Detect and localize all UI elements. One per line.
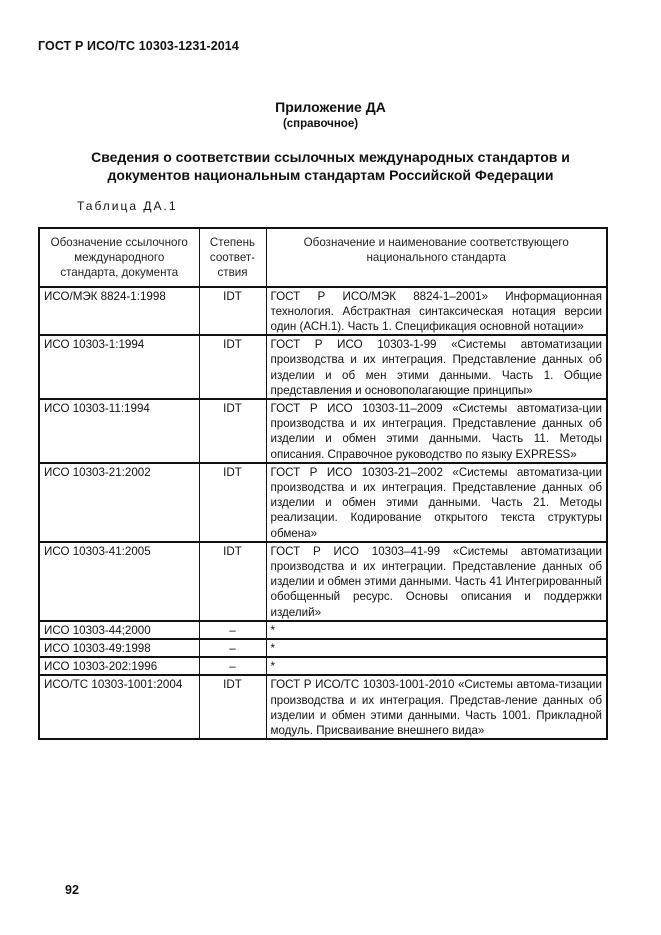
national-standard-cell: * [266,657,607,675]
section-title-line-1: Сведения о соответствии ссылочных международных стандартов и [91,149,570,165]
document-code-header: ГОСТ Р ИСО/ТС 10303-1231-2014 [38,39,239,53]
reference-cell: ИСО/ТС 10303-1001:2004 [39,675,199,739]
reference-cell: ИСО 10303-11:1994 [39,399,199,463]
column-header-national-standard: Обозначение и наименование соответствующего национального стандарта [266,228,607,287]
table-row [39,399,607,463]
table-row [39,542,607,621]
degree-cell: IDT [199,675,266,739]
reference-cell: ИСО 10303-1:1994 [39,335,199,399]
page-number: 92 [65,883,79,897]
degree-cell: IDT [199,399,266,463]
table-header-row [39,228,607,287]
degree-cell: IDT [199,335,266,399]
national-standard-cell: ГОСТ Р ИСО 10303-21–2002 «Системы автоматиза-ции производства и их интеграция. Представление данных об изделии и обмен этими данными. Часть 21. Методы реализации. Кодирование открытого текста структуры обмена» [266,463,607,542]
table-caption: Таблица ДА.1 [77,199,178,213]
table-row [39,335,607,399]
column-header-degree: Степень соответ-ствия [199,228,266,287]
table-row [39,639,607,657]
table-row [39,287,607,336]
reference-cell: ИСО/МЭК 8824-1:1998 [39,287,199,336]
appendix-subtitle: (справочное) [282,118,359,130]
degree-cell: – [199,621,266,639]
national-standard-cell: ГОСТ Р ИСО/МЭК 8824-1–2001» Информационная технология. Абстрактная синтаксическая нотация версии один (АСН.1). Часть 1. Спецификация основной нотации» [266,287,607,336]
national-standard-cell: ГОСТ Р ИСО/ТС 10303-1001-2010 «Системы автома-тизации производства и их интеграция. Представ-ление данных об изделии и обмен этими данными. Часть 1001. Прикладной модуль. Присваивание внешнего вида» [266,675,607,739]
reference-cell: ИСО 10303-21:2002 [39,463,199,542]
degree-cell: – [199,657,266,675]
degree-cell: – [199,639,266,657]
reference-cell: ИСО 10303-202:1996 [39,657,199,675]
table-row [39,463,607,542]
section-title-line-2: документов национальным стандартам Российской Федерации [107,167,554,183]
table-row [39,657,607,675]
national-standard-cell: ГОСТ Р ИСО 10303-1-99 «Системы автоматизации производства и их интеграция. Представление данных об изделии и об мен этими данными. Часть 1. Общие представления и основополагающие принципы» [266,335,607,399]
section-title [40,148,621,184]
correspondence-table [38,227,608,740]
degree-cell: IDT [199,463,266,542]
column-header-reference: Обозначение ссылочного международного стандарта, документа [39,228,199,287]
table-row [39,675,607,739]
national-standard-cell: ГОСТ Р ИСО 10303-11–2009 «Системы автоматиза-ции производства и их интеграция. Представление данных об изделии и обмен этими данными. Часть 11. Методы описания. Справочное руководство по языку EXPRESS» [266,399,607,463]
reference-cell: ИСО 10303-41:2005 [39,542,199,621]
national-standard-cell: * [266,639,607,657]
degree-cell: IDT [199,542,266,621]
degree-cell: IDT [199,287,266,336]
national-standard-cell: * [266,621,607,639]
reference-cell: ИСО 10303-49:1998 [39,639,199,657]
national-standard-cell: ГОСТ Р ИСО 10303–41-99 «Системы автоматизации производства и их интеграции. Представление данных об изделии и обмен этими данными. Часть 41 Интегрированный обобщенный ресурс. Основы описания и поддержки изделий» [266,542,607,621]
reference-cell: ИСО 10303-44;2000 [39,621,199,639]
appendix-title: Приложение ДА [275,99,386,115]
table-row [39,621,607,639]
